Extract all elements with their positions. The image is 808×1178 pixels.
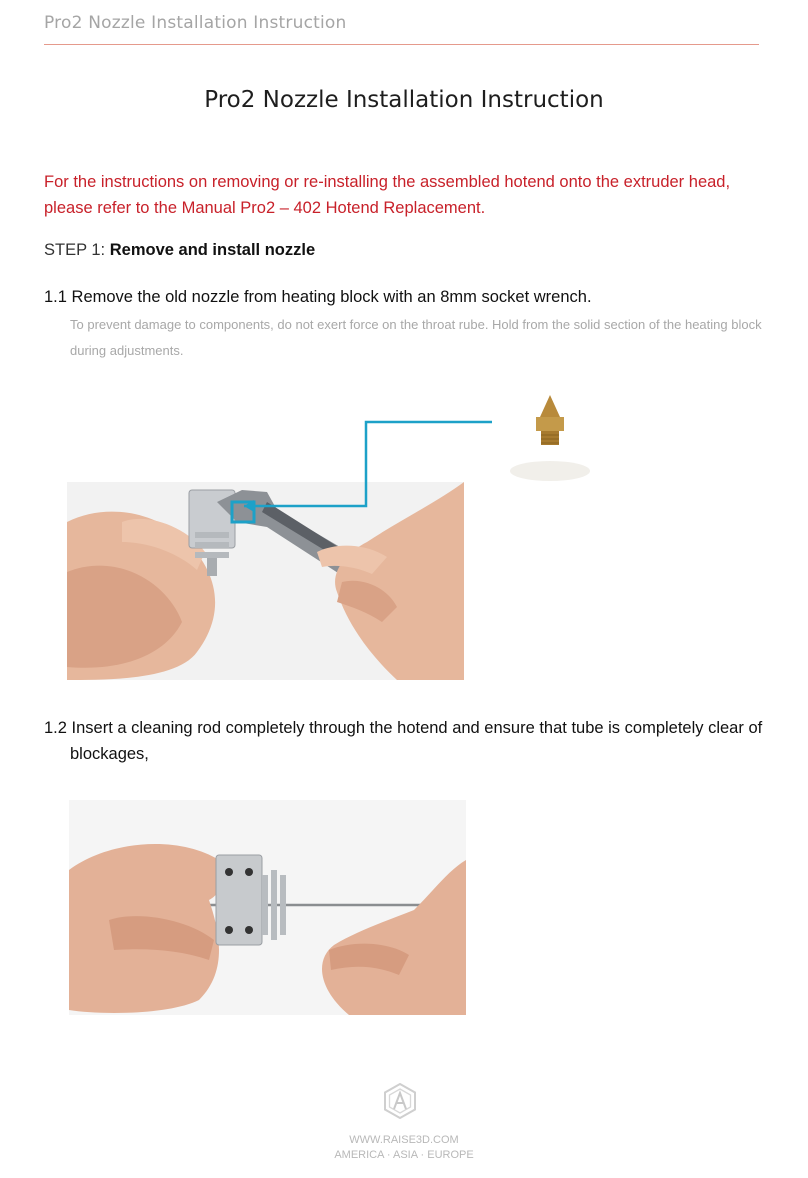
substep-number: 1.1 bbox=[44, 288, 67, 306]
substep-text-continued: blockages, bbox=[70, 745, 149, 763]
substep-text: Insert a cleaning rod completely through the hotend and ensure that tube is completely clear of bbox=[71, 719, 763, 737]
substep-text: Remove the old nozzle from heating block with an 8mm socket wrench. bbox=[71, 288, 592, 306]
raise3d-logo-icon bbox=[383, 1083, 417, 1124]
footer-url: WWW.RAISE3D.COM bbox=[349, 1134, 459, 1146]
substep-number: 1.2 bbox=[44, 719, 67, 737]
substep-1-2 bbox=[44, 715, 774, 767]
step-title: Remove and install nozzle bbox=[109, 241, 316, 259]
substep-hint: To prevent damage to components, do not exert force on the throat rube. Hold from the solid section of the heating block during adjustments. bbox=[70, 317, 762, 358]
step-prefix: STEP 1: bbox=[44, 241, 110, 259]
document-title: Pro2 Nozzle Installation Instruction bbox=[204, 87, 604, 113]
header-title: Pro2 Nozzle Installation Instruction bbox=[44, 13, 347, 33]
hotend-note: For the instructions on removing or re-installing the assembled hotend onto the extruder head, please refer to the Manual Pro2 – 402 Hotend Replacement. bbox=[44, 173, 731, 217]
footer-regions: AMERICA · ASIA · EUROPE bbox=[334, 1149, 474, 1161]
hands-cleaning-rod-photo bbox=[69, 800, 466, 1015]
